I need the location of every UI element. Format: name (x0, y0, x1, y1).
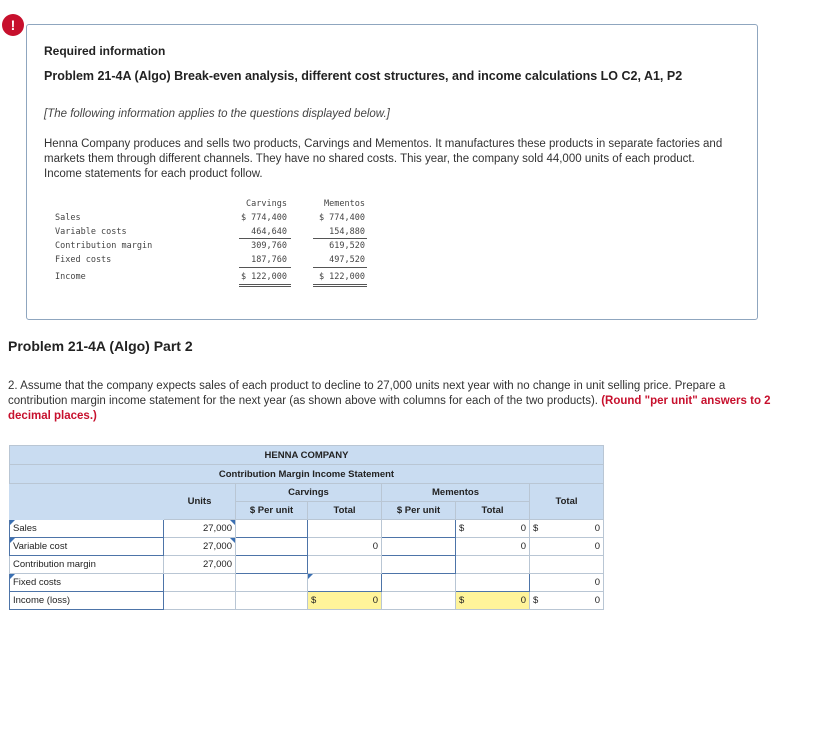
mementos-per-unit-input[interactable] (382, 520, 456, 538)
is-mementos-variable: 154,880 (329, 227, 365, 237)
required-info-heading: Required information (44, 44, 166, 58)
is-carvings-sales: $ 774,400 (240, 213, 287, 223)
is-row-label: Income (55, 272, 86, 282)
statement-title: Contribution Margin Income Statement (10, 465, 604, 484)
carvings-per-unit-input[interactable] (236, 520, 308, 538)
currency-symbol: $ (459, 595, 465, 606)
is-carvings-income: $ 122,000 (240, 272, 287, 282)
carvings-per-unit-input[interactable] (236, 538, 308, 556)
mementos-per-unit-cell (382, 574, 456, 592)
total-cell (530, 556, 604, 574)
total-cell (530, 520, 604, 538)
is-mementos-income: $ 122,000 (318, 272, 365, 282)
total-cell: 0 (530, 538, 604, 556)
double-underline (239, 286, 291, 287)
row-label-input[interactable]: Income (loss) (10, 592, 164, 610)
is-row-label: Sales (55, 213, 81, 223)
units-input[interactable]: 27,000 (164, 538, 236, 556)
header-carvings-per-unit: $ Per unit (236, 502, 308, 520)
header-blank (10, 484, 164, 520)
mementos-income-value: 0 (520, 595, 526, 606)
double-underline (239, 284, 291, 285)
header-carvings: Carvings (236, 484, 382, 502)
divider (313, 238, 367, 239)
col-header-mementos: Mementos (324, 199, 365, 209)
mementos-per-unit-input[interactable] (382, 556, 456, 574)
problem-description: Henna Company produces and sells two products, Carvings and Mementos. It manufactures these products in separate factories and markets them through different channels. They have no shared costs. This year, the company sold 44,000 units of each product. Income statements for each product follow. (44, 138, 723, 180)
divider (239, 267, 291, 268)
question-text (8, 379, 778, 424)
row-label-input[interactable]: Fixed costs (10, 574, 164, 592)
required-information-panel (26, 24, 758, 320)
is-row-label: Variable costs (55, 227, 127, 237)
header-units: Units (164, 484, 236, 520)
header-carvings-total: Total (308, 502, 382, 520)
contribution-margin-worksheet (9, 445, 604, 610)
currency-symbol: $ (533, 595, 539, 606)
header-mementos: Mementos (382, 484, 530, 502)
carvings-total-cell: 0 (308, 538, 382, 556)
double-underline (313, 284, 367, 285)
carvings-per-unit-cell (236, 592, 308, 610)
total-cell: 0 (530, 574, 604, 592)
carvings-fixed-total-input[interactable] (308, 574, 382, 592)
mementos-income-cell (456, 592, 530, 610)
part-title: Problem 21-4A (Algo) Part 2 (8, 338, 193, 354)
row-label: Contribution margin (10, 556, 164, 574)
mementos-total-value: 0 (520, 523, 526, 534)
is-row-label: Contribution margin (55, 241, 153, 251)
problem-title: Problem 21-4A (Algo) Break-even analysis, different cost structures, and income calculations LO C2, A1, P2 (44, 69, 683, 83)
currency-symbol: $ (311, 595, 317, 606)
mementos-total-cell (456, 520, 530, 538)
is-mementos-fixed: 497,520 (329, 255, 365, 265)
units-cell: 27,000 (164, 556, 236, 574)
mementos-fixed-total-input[interactable] (456, 574, 530, 592)
carvings-income-value: 0 (372, 595, 378, 606)
double-underline (313, 286, 367, 287)
mementos-per-unit-cell (382, 592, 456, 610)
col-header-carvings: Carvings (246, 199, 287, 209)
mementos-per-unit-input[interactable] (382, 538, 456, 556)
carvings-per-unit-cell (236, 574, 308, 592)
is-carvings-cm: 309,760 (251, 241, 287, 251)
total-income-cell (530, 592, 604, 610)
rounding-instruction: (Round "per unit" answers to 2 decimal places.) (8, 395, 771, 422)
header-total: Total (530, 484, 604, 520)
header-mementos-total: Total (456, 502, 530, 520)
question-body: 2. Assume that the company expects sales of each product to decline to 27,000 units next year with no change in unit selling price. Prepare a contribution margin income statement for the next year (as shown above with columns for each of the two products). (8, 380, 726, 407)
total-income-value: 0 (594, 595, 600, 606)
units-cell (164, 592, 236, 610)
alert-icon: ! (2, 14, 24, 36)
mementos-total-cell (456, 556, 530, 574)
units-cell (164, 574, 236, 592)
row-label-input[interactable]: Variable cost (10, 538, 164, 556)
is-row-label: Fixed costs (55, 255, 112, 265)
mementos-total-cell: 0 (456, 538, 530, 556)
carvings-total-cell (308, 520, 382, 538)
carvings-income-cell (308, 592, 382, 610)
currency-symbol: $ (533, 523, 539, 534)
divider (313, 267, 367, 268)
company-name: HENNA COMPANY (10, 446, 604, 465)
currency-symbol: $ (459, 523, 465, 534)
divider (239, 238, 291, 239)
carvings-per-unit-input[interactable] (236, 556, 308, 574)
header-mementos-per-unit: $ Per unit (382, 502, 456, 520)
is-mementos-cm: 619,520 (329, 241, 365, 251)
info-note: [The following information applies to the questions displayed below.] (44, 108, 390, 120)
row-label-input[interactable]: Sales (10, 520, 164, 538)
is-mementos-sales: $ 774,400 (318, 213, 365, 223)
units-input[interactable]: 27,000 (164, 520, 236, 538)
carvings-total-cell (308, 556, 382, 574)
is-carvings-fixed: 187,760 (251, 255, 287, 265)
is-carvings-variable: 464,640 (251, 227, 287, 237)
total-value: 0 (594, 523, 600, 534)
